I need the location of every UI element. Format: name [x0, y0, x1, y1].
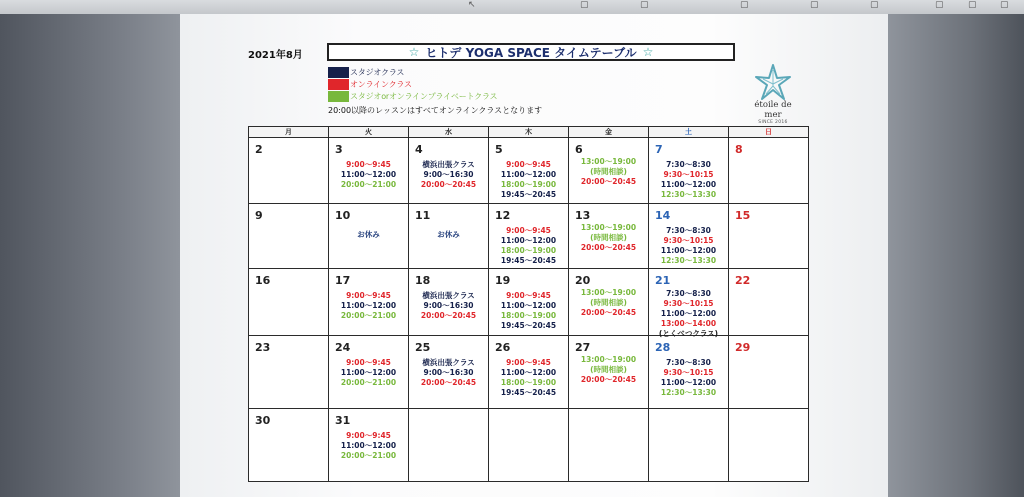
calendar-day-cell: [249, 138, 329, 204]
day-cell-content: [329, 409, 408, 481]
calendar-day-cell: [649, 336, 729, 409]
schedule-lines: [329, 358, 408, 388]
calendar-week-row: [249, 409, 809, 482]
schedule-lines: [569, 223, 648, 253]
schedule-lines: [569, 157, 648, 187]
schedule-lines: [409, 160, 488, 190]
toolbar-icon[interactable]: ▢: [870, 0, 879, 10]
calendar-day-cell: [409, 336, 489, 409]
class-time: 13:00～19:00: [580, 223, 637, 232]
day-cell-content: [729, 138, 808, 203]
day-number: 7: [655, 143, 663, 156]
toolbar-icon[interactable]: ▢: [740, 0, 749, 10]
star-icon: ☆: [642, 45, 654, 59]
day-number: 5: [495, 143, 503, 156]
day-number: 23: [255, 341, 271, 354]
weekday-header-row: [249, 127, 809, 138]
calendar-day-cell: [649, 409, 729, 482]
calendar-table: [248, 126, 809, 482]
logo-since: SINCE 2016: [758, 120, 788, 125]
day-number: 9: [255, 209, 263, 222]
day-cell-content: [329, 138, 408, 203]
class-time: 11:00～12:00: [660, 309, 717, 318]
calendar-day-cell: [329, 409, 409, 482]
page-title: [327, 43, 735, 61]
day-number: 29: [735, 341, 751, 354]
toolbar-icon[interactable]: ▢: [935, 0, 944, 10]
day-cell-content: [489, 409, 568, 481]
day-cell-content: [249, 138, 328, 203]
class-time: 19:45～20:45: [500, 388, 557, 397]
background-left: [0, 14, 180, 497]
class-time: 9:00～16:30: [423, 301, 474, 310]
day-number: 11: [415, 209, 431, 222]
day-number: 20: [575, 274, 591, 287]
day-number: 14: [655, 209, 671, 222]
calendar-week-row: [249, 269, 809, 336]
class-time: 12:30～13:30: [660, 256, 717, 265]
calendar-day-cell: [729, 204, 809, 269]
toolbar-icon[interactable]: ▢: [1000, 0, 1009, 10]
day-number: 30: [255, 414, 271, 427]
class-time: 9:30～10:15: [663, 299, 714, 308]
schedule-lines: [649, 358, 728, 398]
class-time: (時間相談): [590, 233, 627, 242]
class-time: 20:00～20:45: [420, 180, 477, 189]
class-time: お休み: [357, 230, 380, 239]
calendar-day-cell: [649, 138, 729, 204]
class-time: 20:00～20:45: [580, 375, 637, 384]
day-cell-content: [409, 409, 488, 481]
calendar-day-cell: [329, 269, 409, 336]
day-cell-content: [569, 138, 648, 203]
day-cell-content: [249, 409, 328, 481]
day-cell-content: [489, 336, 568, 408]
schedule-lines: [489, 226, 568, 266]
class-time: 13:00～19:00: [580, 355, 637, 364]
legend-item-private: [328, 91, 497, 102]
day-number: 2: [255, 143, 263, 156]
class-time: 11:00～12:00: [660, 180, 717, 189]
weekday-header: 火: [329, 127, 409, 138]
day-number: 26: [495, 341, 511, 354]
day-cell-content: [409, 204, 488, 268]
calendar-day-cell: [569, 269, 649, 336]
calendar-day-cell: [409, 138, 489, 204]
schedule-lines: [329, 291, 408, 321]
class-time: 9:00～9:45: [506, 358, 551, 367]
class-time: 9:00～16:30: [423, 170, 474, 179]
day-number: 12: [495, 209, 511, 222]
toolbar-icon[interactable]: ▢: [580, 0, 589, 10]
background-right: [888, 14, 1024, 497]
title-text: ヒトデ YOGA SPACE タイムテーブル: [425, 45, 637, 60]
legend-swatch: [328, 91, 349, 102]
class-time: 9:00～9:45: [506, 291, 551, 300]
calendar-day-cell: [329, 204, 409, 269]
day-cell-content: [409, 269, 488, 335]
legend: [328, 67, 497, 103]
class-time: 9:30～10:15: [663, 368, 714, 377]
day-number: 8: [735, 143, 743, 156]
calendar-week-row: [249, 336, 809, 409]
calendar-day-cell: [649, 204, 729, 269]
calendar-week-row: [249, 204, 809, 269]
class-time: お休み: [437, 230, 460, 239]
class-time: (とくべつクラス): [658, 329, 719, 338]
legend-label: スタジオorオンラインプライベートクラス: [350, 92, 498, 101]
class-time: 13:00～19:00: [580, 288, 637, 297]
day-cell-content: [249, 204, 328, 268]
class-time: 19:45～20:45: [500, 321, 557, 330]
class-time: 18:00～19:00: [500, 311, 557, 320]
class-time: 7:30～8:30: [666, 226, 711, 235]
class-time: 9:00～9:45: [346, 291, 391, 300]
calendar-day-cell: [729, 336, 809, 409]
day-number: 16: [255, 274, 271, 287]
calendar-day-cell: [569, 138, 649, 204]
class-time: 9:00～9:45: [346, 431, 391, 440]
day-cell-content: [329, 336, 408, 408]
day-cell-content: [649, 269, 728, 338]
class-time: 11:00～12:00: [660, 246, 717, 255]
day-number: 25: [415, 341, 431, 354]
calendar-day-cell: [409, 204, 489, 269]
day-cell-content: [489, 204, 568, 268]
window-top-bar: [0, 0, 1024, 14]
calendar-day-cell: [409, 269, 489, 336]
calendar-day-cell: [569, 409, 649, 482]
legend-swatch: [328, 67, 349, 78]
calendar-day-cell: [489, 204, 569, 269]
class-time: 11:00～12:00: [500, 236, 557, 245]
class-time: (時間相談): [590, 167, 627, 176]
day-cell-content: [489, 269, 568, 335]
calendar-day-cell: [249, 336, 329, 409]
calendar-day-cell: [249, 204, 329, 269]
day-number: 31: [335, 414, 351, 427]
legend-swatch: [328, 79, 349, 90]
calendar-day-cell: [249, 409, 329, 482]
starfish-icon: [753, 62, 793, 102]
day-cell-content: [649, 204, 728, 268]
day-number: 22: [735, 274, 751, 287]
day-cell-content: [249, 269, 328, 335]
star-icon: ☆: [408, 45, 420, 59]
calendar-day-cell: [649, 269, 729, 336]
day-cell-content: [729, 204, 808, 268]
day-cell-content: [489, 138, 568, 203]
class-time: 19:45～20:45: [500, 190, 557, 199]
schedule-lines: [409, 230, 488, 240]
class-time: 11:00～12:00: [500, 170, 557, 179]
calendar-day-cell: [489, 138, 569, 204]
day-cell-content: [649, 336, 728, 408]
calendar-week-row: [249, 138, 809, 204]
day-number: 27: [575, 341, 591, 354]
class-time: 9:00～9:45: [506, 226, 551, 235]
class-time: 20:00～20:45: [420, 378, 477, 387]
cursor-icon: ↖: [468, 0, 476, 10]
class-time: 13:00～14:00: [660, 319, 717, 328]
toolbar-icon[interactable]: ▢: [968, 0, 977, 10]
class-time: 20:00～20:45: [580, 243, 637, 252]
day-cell-content: [569, 269, 648, 335]
class-time: 12:30～13:30: [660, 190, 717, 199]
class-time: 20:00～21:00: [340, 311, 397, 320]
legend-item-online: [328, 79, 497, 90]
class-time: 9:00～9:45: [346, 160, 391, 169]
class-time: 20:00～20:45: [420, 311, 477, 320]
class-time: 20:00～20:45: [580, 308, 637, 317]
class-time: 9:30～10:15: [663, 236, 714, 245]
day-number: 21: [655, 274, 671, 287]
day-cell-content: [729, 336, 808, 408]
class-time: 11:00～12:00: [500, 301, 557, 310]
schedule-lines: [489, 291, 568, 331]
day-number: 4: [415, 143, 423, 156]
schedule-lines: [569, 355, 648, 385]
day-cell-content: [649, 409, 728, 481]
schedule-lines: [329, 160, 408, 190]
weekday-header-saturday: 土: [649, 127, 729, 138]
class-time: 横浜出張クラス: [422, 291, 475, 300]
calendar-day-cell: [729, 138, 809, 204]
schedule-lines: [649, 289, 728, 339]
class-time: 20:00～21:00: [340, 451, 397, 460]
calendar-day-cell: [329, 336, 409, 409]
class-time: 11:00～12:00: [500, 368, 557, 377]
weekday-header: 木: [489, 127, 569, 138]
day-cell-content: [249, 336, 328, 408]
legend-item-studio: [328, 67, 497, 78]
class-time: 横浜出張クラス: [422, 160, 475, 169]
class-time: 7:30～8:30: [666, 289, 711, 298]
day-number: 10: [335, 209, 351, 222]
calendar-day-cell: [249, 269, 329, 336]
day-cell-content: [729, 269, 808, 335]
calendar-day-cell: [569, 336, 649, 409]
schedule-lines: [649, 160, 728, 200]
calendar-day-cell: [489, 336, 569, 409]
toolbar-icon[interactable]: ▢: [640, 0, 649, 10]
weekday-header: 月: [249, 127, 329, 138]
schedule-lines: [409, 291, 488, 321]
class-time: 11:00～12:00: [340, 301, 397, 310]
schedule-lines: [649, 226, 728, 266]
day-number: 17: [335, 274, 351, 287]
class-time: 13:00～19:00: [580, 157, 637, 166]
day-number: 3: [335, 143, 343, 156]
day-cell-content: [329, 204, 408, 268]
day-number: 13: [575, 209, 591, 222]
class-time: 11:00～12:00: [340, 441, 397, 450]
logo-text: étoile de mer: [754, 100, 792, 120]
day-cell-content: [649, 138, 728, 203]
day-number: 18: [415, 274, 431, 287]
class-time: 20:00～21:00: [340, 180, 397, 189]
class-time: 18:00～19:00: [500, 180, 557, 189]
day-cell-content: [729, 409, 808, 481]
schedule-lines: [489, 160, 568, 200]
day-number: 6: [575, 143, 583, 156]
class-time: 9:30～10:15: [663, 170, 714, 179]
class-time: 20:00～21:00: [340, 378, 397, 387]
day-cell-content: [569, 336, 648, 408]
class-time: 7:30～8:30: [666, 160, 711, 169]
class-time: 18:00～19:00: [500, 246, 557, 255]
class-time: 20:00～20:45: [580, 177, 637, 186]
day-number: 15: [735, 209, 751, 222]
weekday-header-sunday: 日: [729, 127, 809, 138]
schedule-lines: [569, 288, 648, 318]
class-time: 11:00～12:00: [660, 378, 717, 387]
class-time: 横浜出張クラス: [422, 358, 475, 367]
calendar-day-cell: [489, 269, 569, 336]
class-time: (時間相談): [590, 365, 627, 374]
day-number: 24: [335, 341, 351, 354]
class-time: 12:30～13:30: [660, 388, 717, 397]
day-cell-content: [409, 138, 488, 203]
schedule-lines: [329, 230, 408, 240]
class-time: 11:00～12:00: [340, 170, 397, 179]
class-time: 18:00～19:00: [500, 378, 557, 387]
calendar-day-cell: [409, 409, 489, 482]
class-time: 19:45～20:45: [500, 256, 557, 265]
day-cell-content: [569, 409, 648, 481]
weekday-header: 水: [409, 127, 489, 138]
class-time: (時間相談): [590, 298, 627, 307]
toolbar-icon[interactable]: ▢: [810, 0, 819, 10]
schedule-lines: [409, 358, 488, 388]
day-cell-content: [329, 269, 408, 335]
class-time: 9:00～9:45: [506, 160, 551, 169]
class-time: 9:00～9:45: [346, 358, 391, 367]
day-cell-content: [569, 204, 648, 268]
calendar-day-cell: [329, 138, 409, 204]
calendar-day-cell: [489, 409, 569, 482]
legend-label: オンラインクラス: [350, 80, 412, 89]
brand-logo: [748, 62, 798, 125]
calendar-day-cell: [729, 409, 809, 482]
class-time: 9:00～16:30: [423, 368, 474, 377]
schedule-lines: [329, 431, 408, 461]
month-label: 2021年8月: [248, 50, 303, 61]
legend-label: スタジオクラス: [350, 68, 405, 77]
day-cell-content: [409, 336, 488, 408]
day-number: 28: [655, 341, 671, 354]
weekday-header: 金: [569, 127, 649, 138]
schedule-lines: [489, 358, 568, 398]
day-number: 19: [495, 274, 511, 287]
class-time: 7:30～8:30: [666, 358, 711, 367]
legend-note: 20:00以降のレッスンはすべてオンラインクラスとなります: [328, 106, 543, 115]
class-time: 11:00～12:00: [340, 368, 397, 377]
calendar-day-cell: [569, 204, 649, 269]
calendar-day-cell: [729, 269, 809, 336]
